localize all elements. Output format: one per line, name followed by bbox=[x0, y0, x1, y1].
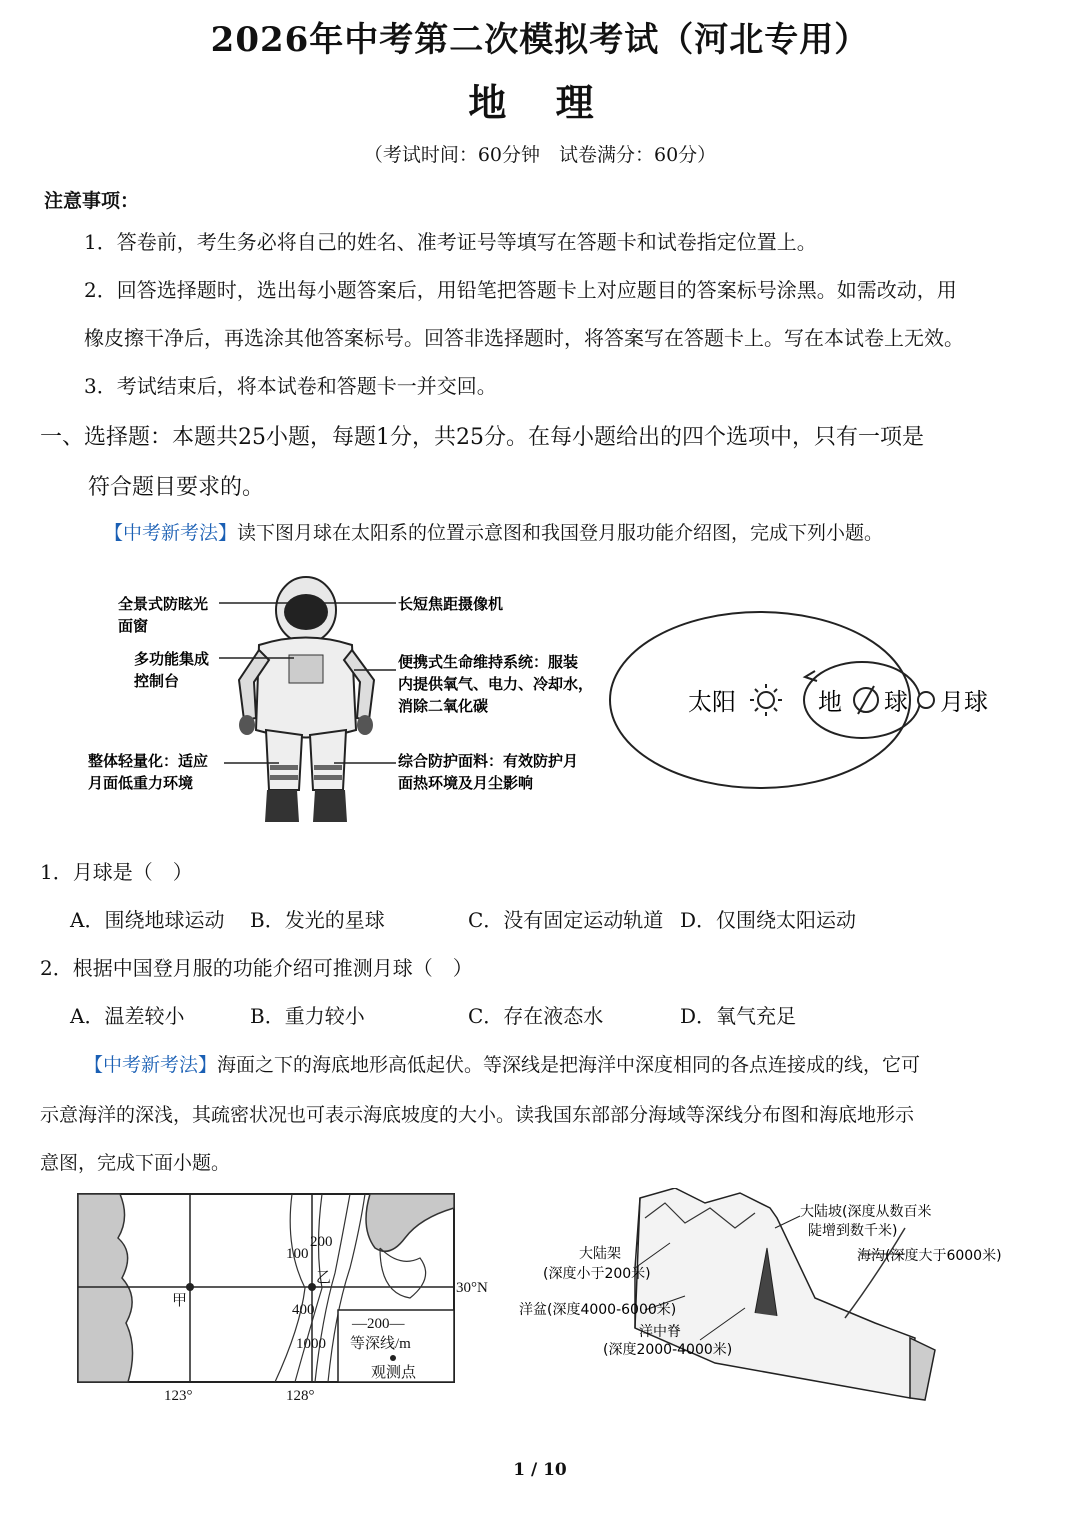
point-jia-label: 甲 bbox=[172, 1293, 188, 1309]
question-1: 1．月球是（ ） bbox=[40, 860, 193, 884]
q1-option-d[interactable]: D．仅围绕太阳运动 bbox=[680, 908, 857, 932]
label-console-1: 多功能集成 bbox=[134, 650, 210, 668]
q2-option-a[interactable]: A．温差较小 bbox=[70, 1004, 185, 1028]
label-light-1: 整体轻量化：适应 bbox=[88, 752, 209, 770]
depth-contour-map bbox=[60, 1188, 500, 1413]
q1-option-b[interactable]: B．发光的星球 bbox=[250, 908, 385, 932]
label-life-1: 便携式生命维持系统：服装 bbox=[398, 653, 579, 671]
section-heading-1: 一、选择题：本题共25小题，每题1分，共25分。在每小题给出的四个选项中，只有一项是 bbox=[40, 425, 924, 450]
slope-label-1: 大陆坡(深度从数百米 bbox=[800, 1204, 932, 1220]
contour-label-100: 100 bbox=[286, 1246, 309, 1262]
q1-option-a[interactable]: A．围绕地球运动 bbox=[70, 908, 225, 932]
legend-line: —200— bbox=[352, 1316, 405, 1332]
ridge-label-2: (深度2000-4000米) bbox=[603, 1342, 733, 1358]
astronaut-illustration bbox=[239, 577, 374, 822]
q2-option-b[interactable]: B．重力较小 bbox=[250, 1004, 365, 1028]
label-fabric-2: 面热环境及月尘影响 bbox=[398, 774, 534, 792]
label-visor-2: 面窗 bbox=[118, 617, 149, 635]
spacesuit-figure bbox=[84, 570, 624, 835]
contour-label-400: 400 bbox=[292, 1302, 315, 1318]
earth-label-2: 球 bbox=[884, 688, 908, 716]
label-camera: 长短焦距摄像机 bbox=[398, 595, 504, 613]
longitude-label-1: 123° bbox=[164, 1388, 193, 1404]
q2-option-c[interactable]: C．存在液态水 bbox=[468, 1004, 604, 1028]
label-console-2: 控制台 bbox=[134, 672, 180, 690]
notice-item-2b: 橡皮擦干净后，再选涂其他答案标号。回答非选择题时，将答案写在答题卡上。写在本试卷上无效。 bbox=[84, 326, 964, 350]
intro-2-line-2: 示意海洋的深浅，其疏密状况也可表示海底坡度的大小。读我国东部部分海域等深线分布图和海底地形示 bbox=[40, 1104, 915, 1126]
observation-point-jia bbox=[186, 1283, 194, 1291]
seafloor-diagram bbox=[515, 1188, 1035, 1403]
contour-label-1000: 1000 bbox=[296, 1336, 326, 1352]
latitude-label: 30°N bbox=[456, 1280, 488, 1296]
q2-option-d[interactable]: D．氧气充足 bbox=[680, 1004, 797, 1028]
new-method-tag: 【中考新考法】 bbox=[104, 522, 238, 544]
section-heading-2: 符合题目要求的。 bbox=[88, 475, 265, 500]
moon-icon bbox=[918, 692, 934, 708]
coastline-land bbox=[78, 1194, 133, 1382]
label-fabric-1: 综合防护面料：有效防护月 bbox=[398, 752, 579, 770]
basin-label: 洋盆(深度4000-6000米) bbox=[519, 1302, 677, 1318]
notice-heading: 注意事项： bbox=[44, 190, 140, 212]
notice-item-1: 1．答卷前，考生务必将自己的姓名、准考证号等填写在答题卡和试卷指定位置上。 bbox=[84, 230, 817, 254]
label-life-2: 内提供氧气、电力、冷却水， bbox=[398, 675, 594, 693]
intro-1: 【中考新考法】读下图月球在太阳系的位置示意图和我国登月服功能介绍图，完成下列小题。 bbox=[104, 522, 884, 544]
slope-label-2: 陡增到数千米) bbox=[808, 1223, 898, 1239]
intro-2-line-1: 【中考新考法】海面之下的海底地形高低起伏。等深线是把海洋中深度相同的各点连接成的线，它可 bbox=[84, 1054, 921, 1076]
exam-meta: （考试时间：60分钟 试卷满分：60分） bbox=[363, 144, 717, 166]
legend-text: 等深线/m bbox=[350, 1336, 411, 1352]
legend-point: 观测点 bbox=[371, 1365, 417, 1381]
trench-label: 海沟(深度大于6000米) bbox=[857, 1248, 1002, 1264]
label-light-2: 月面低重力环境 bbox=[88, 774, 194, 792]
point-yi-label: 乙 bbox=[316, 1270, 332, 1286]
new-method-tag-2: 【中考新考法】 bbox=[84, 1054, 218, 1076]
ridge-label-1: 洋中脊 bbox=[639, 1324, 681, 1340]
q1-option-c[interactable]: C．没有固定运动轨道 bbox=[468, 908, 664, 932]
shelf-label-2: (深度小于200米) bbox=[543, 1266, 651, 1282]
moon-label: 月球 bbox=[940, 688, 988, 716]
exam-title: 2026年中考第二次模拟考试（河北专用） bbox=[210, 20, 870, 60]
intro-2-line-3: 意图，完成下面小题。 bbox=[40, 1152, 231, 1174]
contour-label-200: 200 bbox=[310, 1234, 333, 1250]
page-number: 1 / 10 bbox=[513, 1460, 567, 1480]
notice-item-2a: 2．回答选择题时，选出每小题答案后，用铅笔把答题卡上对应题目的答案标号涂黑。如需改动，用 bbox=[84, 278, 957, 302]
orbit-figure bbox=[600, 598, 1060, 808]
sun-icon bbox=[750, 684, 782, 716]
sun-label: 太阳 bbox=[688, 688, 736, 716]
shelf-label-1: 大陆架 bbox=[579, 1246, 621, 1262]
label-visor-1: 全景式防眩光 bbox=[118, 595, 209, 613]
observation-point-yi bbox=[308, 1283, 316, 1291]
label-life-3: 消除二氧化碳 bbox=[398, 697, 489, 715]
notice-item-3: 3．考试结束后，将本试卷和答题卡一并交回。 bbox=[84, 374, 497, 398]
longitude-label-2: 128° bbox=[286, 1388, 315, 1404]
subject-title: 地 理 bbox=[468, 80, 612, 125]
question-2: 2．根据中国登月服的功能介绍可推测月球（ ） bbox=[40, 956, 473, 980]
earth-label-1: 地 bbox=[818, 688, 842, 716]
